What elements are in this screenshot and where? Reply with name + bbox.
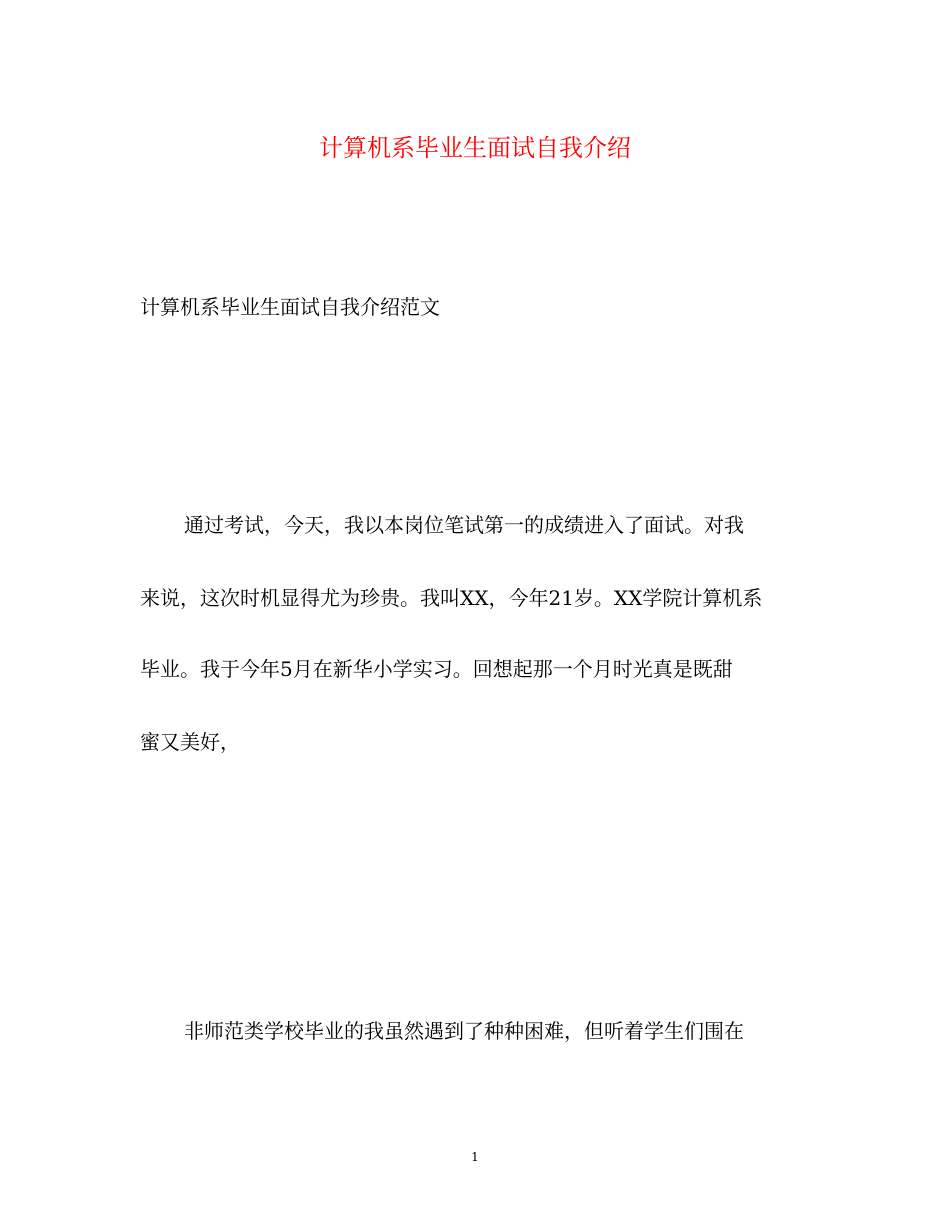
paragraph-line: 非师范类学校毕业的我虽然遇到了种种困难，但听着学生们围在 [184,1019,744,1043]
paragraph-line: 蜜又美好， [140,730,240,754]
paragraph-line: 来说，这次时机显得尤为珍贵。我叫XX，今年21岁。XX学院计算机系 [140,586,763,610]
page-number: 1 [471,1150,479,1164]
document-title: 计算机系毕业生面试自我介绍 [319,134,631,162]
document-subtitle: 计算机系毕业生面试自我介绍范文 [140,295,440,319]
paragraph-line: 毕业。我于今年5月在新华小学实习。回想起那一个月时光真是既甜 [140,657,733,681]
paragraph-line: 通过考试，今天，我以本岗位笔试第一的成绩进入了面试。对我 [184,513,744,537]
